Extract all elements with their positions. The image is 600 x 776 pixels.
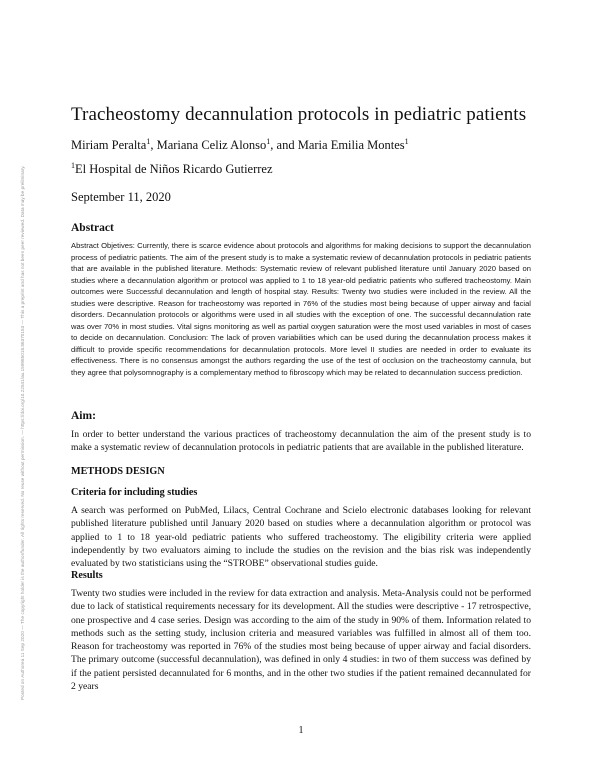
abstract-heading: Abstract (71, 222, 114, 234)
criteria-paragraph: A search was performed on PubMed, Lilacs, Central Cochrane and Scielo electronic databases looking for relevant published literature published until January 2020 based on studies where a decannulation algorithm or protocol was applied to 1 to 18 year-old pediatric patients who suffered tracheostomy. The eligibility criteria were applied independently by two evaluators aiming to include the studies on the revision and the bias risk was independently evaluated by two statisticians using the “STROBE” observational studies guide. (71, 505, 531, 570)
aim-heading: Aim: (71, 410, 96, 422)
paper-title: Tracheostomy decannulation protocols in pediatric patients (71, 104, 527, 125)
author-separator: , (270, 138, 277, 152)
publication-date: September 11, 2020 (71, 190, 171, 204)
side-watermark (20, 30, 30, 700)
methods-heading: METHODS DESIGN (71, 466, 165, 477)
author-name: Miriam Peralta (71, 138, 147, 152)
author-separator: , (150, 138, 157, 152)
author-name: Mariana Celiz Alonso (156, 138, 267, 152)
author-list (71, 138, 409, 153)
author-affil-mark: 1 (404, 137, 409, 146)
author-affil-mark: 1 (266, 137, 271, 146)
results-heading: Results (71, 570, 103, 581)
affiliation-mark: 1 (71, 161, 75, 170)
abstract-text: Abstract Objetives: Currently, there is scarce evidence about protocols and algorithms for making decisions to support the decannulation process of pediatric patients. The aim of the present study is to make a systematic review of decannulation protocols in pediatric patients that are available in the published literature. Methods: Systematic review of relevant published literature until January 2020 based on studies where a decannulation algorithm or protocol was applied to 1 to 18 year-old pediatric patients who suffered tracheostomy. Main outcomes were Successful decannulation and length of hospital stay. Results: Twenty two studies were included in the review. All the studies were descriptive. Reason for tracheostomy was reported in 76% of the studies most being because of upper airway and facial disorders. Decannulation protocols or algorithms were used in all studies with the exception of one. The successful decannulation rate was over 70% in most studies. Vital signs monitoring as well as partial oxygen saturation were the most used variables in most of cases to decide on decannulation. Conclusion: The lack of proven variabilities which can be used during the decannulation process makes it difficult to provide specific recommendations for decannulation protocols. More level II studies are needed in order to evaluate its effectiveness. There is no consensus amongst the authors regarding the use of the test of occlusion on the tracheostomy cannula, but they agree that polysomnography is a complementary method to fibroscopy which may be related to decannulation success prediction. (71, 241, 531, 377)
side-watermark-text: Posted on Authorea 11 Sep 2020 — The copyright holder is the author/funder. All rights reserved. No reuse without permission. — https://doi.org/10.22541/au.159985018.86370153 — This a preprint and has not been peer reviewed. Data may be preliminary. (20, 165, 25, 700)
author-affil-mark: 1 (146, 137, 151, 146)
page-number: 1 (298, 725, 304, 736)
results-paragraph: Twenty two studies were included in the review for data extraction and analysis. Meta-Analysis could not be performed due to lack of statistical requirements necessary for its development. All the studies were descriptive - 17 retrospective, one prospective and 4 case series. Design was according to the aim of the study in 90% of them. Information related to methods such as the setting study, inclusion criteria and measured variables was fulfilled in almost all of them too. Reason for tracheostomy was reported in 76% of the studies most being because of upper airway and facial disorders. The primary outcome (successful decannulation), was defined in only 4 studies: in two of them success was defined by if the patient persisted decannulated for 6 months, and in the other two studies if the patient remained decannulated for 2 years (71, 588, 531, 693)
affiliation (71, 162, 273, 177)
author-name: Maria Emilia Montes (297, 138, 405, 152)
author-conjunction: and (276, 138, 298, 152)
criteria-heading: Criteria for including studies (71, 487, 198, 498)
affiliation-text: El Hospital de Niños Ricardo Gutierrez (75, 162, 273, 176)
aim-paragraph: In order to better understand the various practices of tracheostomy decannulation the aim of the present study is to make a systematic review of decannulation protocols in pediatric patients that are available in the published literature. (71, 429, 531, 454)
